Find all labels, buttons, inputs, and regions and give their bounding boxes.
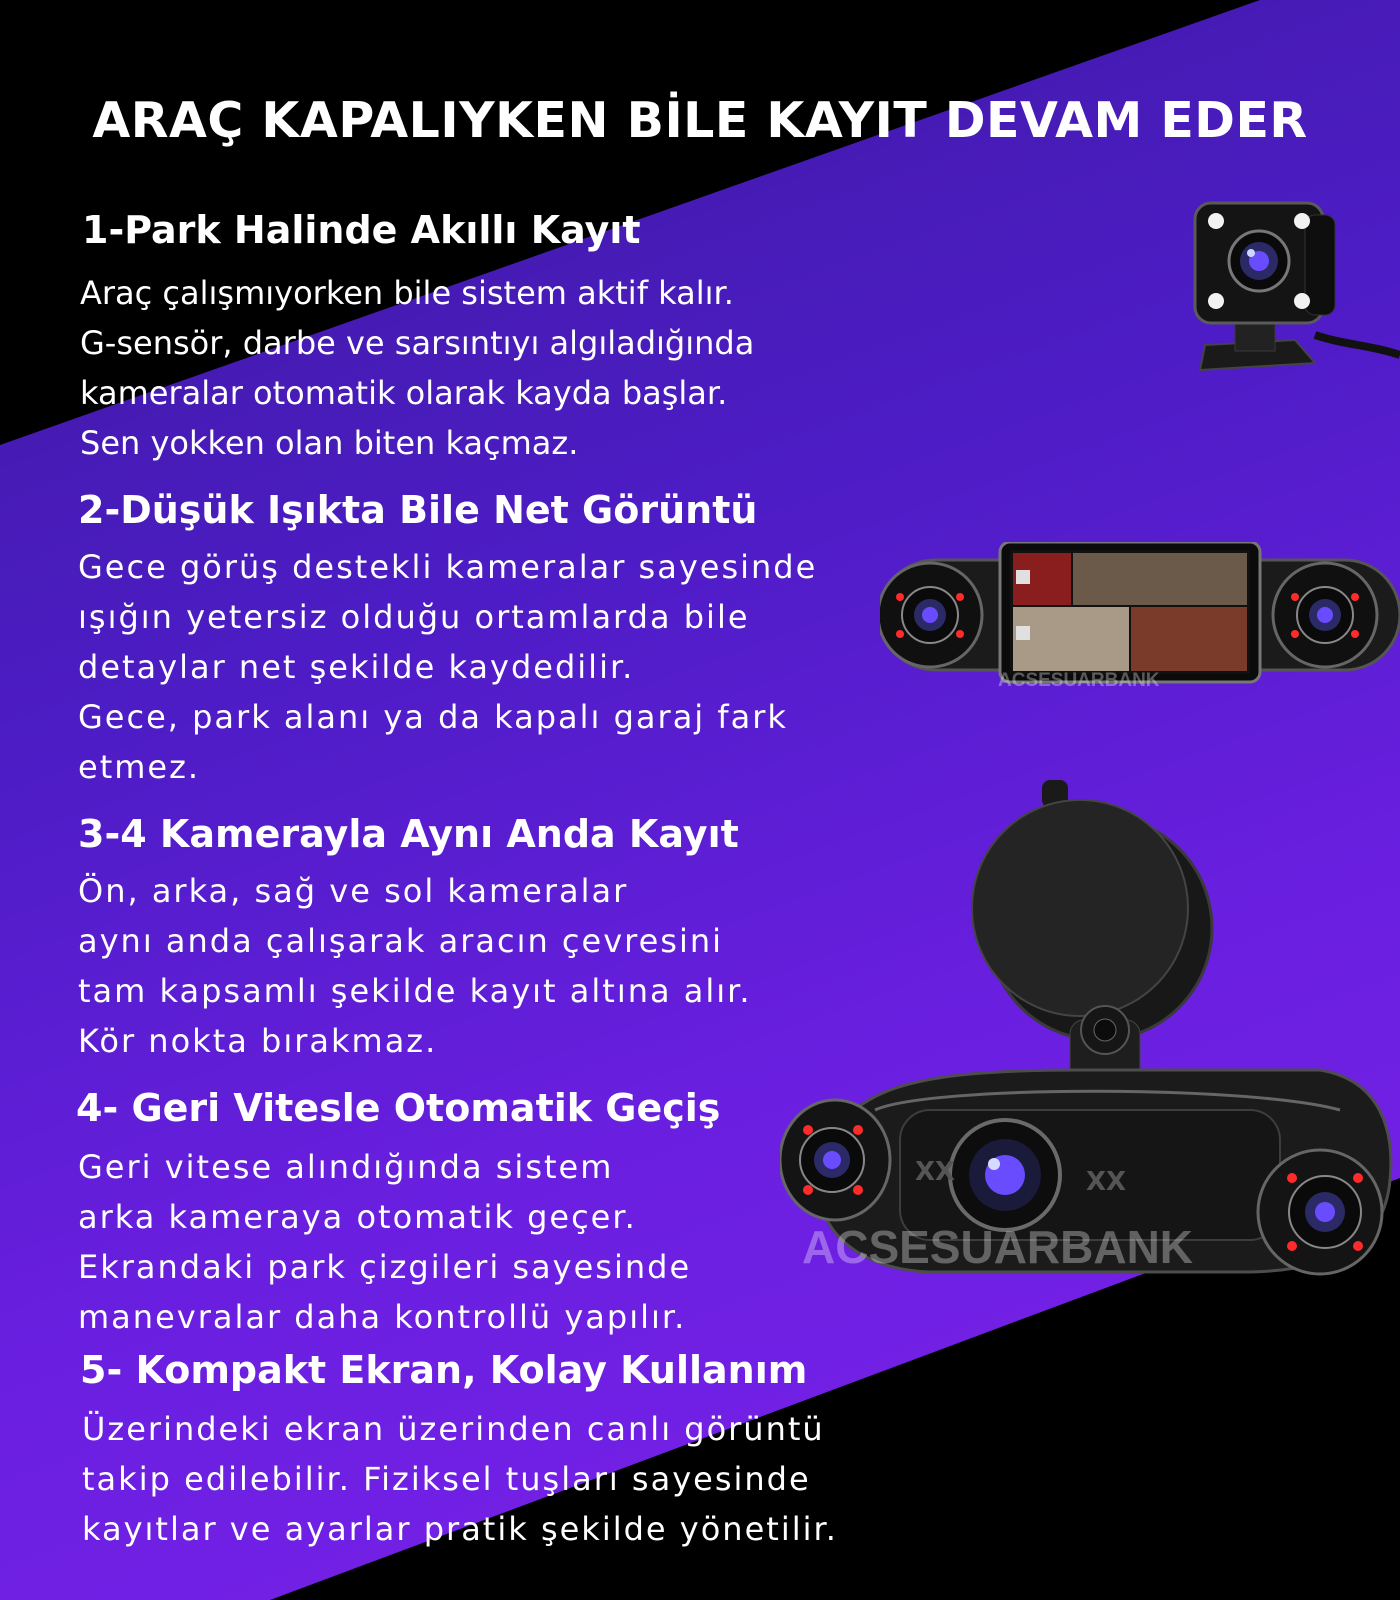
section-2-line: ışığın yetersiz olduğu ortamlarda bile: [78, 598, 750, 636]
section-5-line: takip edilebilir. Fiziksel tuşları sayesinde: [82, 1460, 811, 1498]
svg-text:XX: XX: [915, 1157, 956, 1187]
section-4-line: Geri vitese alındığında sistem: [78, 1148, 614, 1186]
section-2-body: [78, 542, 817, 792]
watermark-large: ACSESUARBANK: [802, 1221, 1194, 1273]
section-1-line: Sen yokken olan biten kaçmaz.: [80, 424, 579, 462]
section-2-line: etmez.: [78, 748, 201, 786]
page-title: ARAÇ KAPALIYKEN BİLE KAYIT DEVAM EDER: [92, 92, 1308, 149]
section-3-line: tam kapsamlı şekilde kayıt altına alır.: [78, 972, 752, 1010]
section-1-heading: 1-Park Halinde Akıllı Kayıt: [82, 208, 641, 252]
section-5-line: Üzerindeki ekran üzerinden canlı görüntü: [82, 1410, 825, 1448]
section-2-line: Gece görüş destekli kameralar sayesinde: [78, 548, 818, 586]
section-3-line: Ön, arka, sağ ve sol kameralar: [78, 872, 629, 910]
section-3-heading: 3-4 Kamerayla Aynı Anda Kayıt: [78, 812, 739, 856]
section-2-line: Gece, park alanı ya da kapalı garaj fark: [78, 698, 788, 736]
section-3-line: Kör nokta bırakmaz.: [78, 1022, 438, 1060]
section-4-line: manevralar daha kontrollü yapılır.: [78, 1298, 687, 1336]
section-4-line: arka kameraya otomatik geçer.: [78, 1198, 637, 1236]
section-1-line: G-sensör, darbe ve sarsıntıyı algıladığında: [80, 324, 755, 362]
section-2-heading: 2-Düşük Işıkta Bile Net Görüntü: [78, 488, 758, 532]
section-5-body: [82, 1404, 838, 1554]
section-3-line: aynı anda çalışarak aracın çevresini: [78, 922, 724, 960]
section-4-line: Ekrandaki park çizgileri sayesinde: [78, 1248, 692, 1286]
section-5-heading: 5- Kompakt Ekran, Kolay Kullanım: [80, 1348, 808, 1392]
section-4-heading: 4- Geri Vitesle Otomatik Geçiş: [76, 1086, 721, 1130]
section-1-line: Araç çalışmıyorken bile sistem aktif kalır.: [80, 274, 734, 312]
section-1-body: [80, 268, 754, 468]
section-4-body: [78, 1142, 691, 1342]
svg-text:XX: XX: [1086, 1167, 1127, 1197]
rear-camera-icon: [1185, 195, 1400, 395]
watermark-small: ACSESUARBANK: [998, 670, 1160, 691]
section-3-body: [78, 866, 752, 1066]
section-2-line: detaylar net şekilde kaydedilir.: [78, 648, 635, 686]
section-1-line: kameralar otomatik olarak kayda başlar.: [80, 374, 728, 412]
section-5-line: kayıtlar ve ayarlar pratik şekilde yönetilir.: [82, 1510, 838, 1548]
